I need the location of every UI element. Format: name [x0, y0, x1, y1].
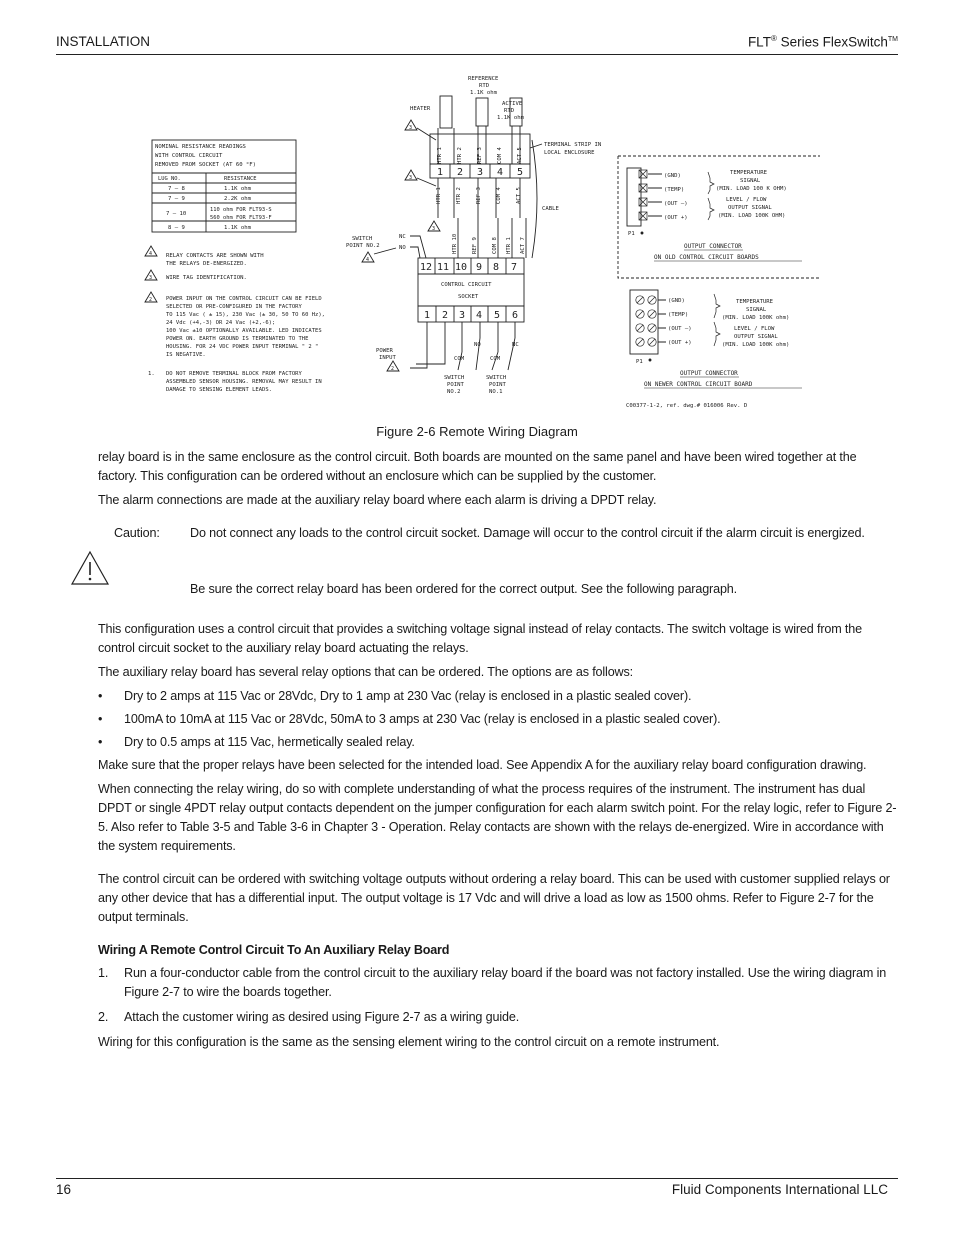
table-lug-4: 8 – 9 — [168, 225, 185, 231]
reference-rtd-label-1: REFERENCE — [468, 76, 499, 82]
note-1-line-2: ASSEMBLED SENSOR HOUSING. REMOVAL MAY RESULT IN — [166, 379, 322, 385]
paragraph-alarm-connections: The alarm connections are made at the auxiliary relay board where each alarm is driving a DPDT relay. — [98, 493, 657, 507]
paragraph-switching-outputs: The control circuit can be ordered with switching voltage outputs without ordering a relay board. This can be used with customer supplied relays or any other device that has a differential input. The output voltage is 17 Vdc and will drive a load as low as 1500 ohms. Refer to Figure 2-7 for the output terminals. — [98, 872, 890, 924]
product-name: FLT — [747, 34, 771, 50]
new-temp-label-3: (MIN. LOAD 100K ohm) — [722, 315, 790, 321]
notes — [145, 246, 325, 393]
sensor-elements — [410, 76, 525, 164]
switch-point-2-label-1: SWITCH — [352, 236, 373, 242]
registered-mark: ® — [770, 34, 777, 43]
old-temp-label-3: (MIN. LOAD 100 K OHM) — [716, 186, 787, 192]
note-2-line-6: POWER ON. EARTH GROUND IS TERMINATED TO THE — [166, 336, 309, 342]
note-2-line-1: POWER INPUT ON THE CONTROL CIRCUIT CAN BE FIELD — [166, 296, 322, 302]
footer-rule — [56, 1178, 898, 1179]
new-output-connector — [626, 290, 802, 409]
note-2-line-8: IS NEGATIVE. — [166, 352, 206, 358]
table-title-1: NOMINAL RESISTANCE READINGS — [155, 144, 246, 150]
caution-text-1: Do not connect any loads to the control circuit socket. Damage will occur to the control circuit if the alarm circuit is energized. — [190, 526, 865, 540]
bullet-mark: • — [98, 735, 103, 749]
new-p1-label: P1 — [636, 359, 643, 365]
active-rtd-label-1: ACTIVE — [502, 101, 523, 107]
paragraph-relay-wiring: When connecting the relay wiring, do so with complete understanding of what the process requires of the instrument. The instrument has dual DPDT or single 4PDT relay output contacts dependent on the jumper configuration for each alarm switch point. For the relay logic, refer to Figure 2-5. Also refer to Table 3-5 and Table 3-6 in Chapter 3 - Operation. Relay contacts are shown with the relays de-energized. Wire in accordance with the system requirements. — [98, 782, 897, 853]
terminal-strip-label-1: TERMINAL STRIP IN — [544, 142, 602, 148]
mid-wire-4: COM 4 — [496, 187, 502, 204]
socket-pin-5: 5 — [494, 310, 501, 321]
note-2-mark: 2 — [149, 297, 153, 303]
note-2-line-7: HOUSING. FOR 24 VDC POWER INPUT TERMINAL " 2 " — [166, 344, 319, 350]
old-flow-label-3: (MIN. LOAD 100K OHM) — [718, 213, 786, 219]
note-4-mark: 4 — [149, 251, 153, 257]
table-title-3: REMOVED FROM SOCKET (AT 60 °F) — [155, 162, 257, 168]
socket-pin-7: 7 — [511, 262, 518, 273]
paragraph-relay-board: relay board is in the same enclosure as the control circuit. Both boards are mounted on the same panel and have been wired together at the factory. This configuration can be ordered without an enclosure which can be supplied by the customer. — [98, 450, 857, 483]
new-connector-title-1: OUTPUT CONNECTOR — [680, 370, 738, 377]
cable-label: CABLE — [542, 206, 559, 212]
table-lug-3: 7 – 10 — [166, 211, 187, 217]
figure-caption: Figure 2-6 Remote Wiring Diagram — [376, 424, 578, 439]
terminal-strip-label-2: LOCAL ENCLOSURE — [544, 150, 595, 156]
table-head-resistance: RESISTANCE — [224, 176, 257, 182]
note-2-line-2: SELECTED OR PRE-CONFIGURED IN THE FACTORY — [166, 304, 302, 310]
heater-label: HEATER — [410, 106, 431, 112]
socket-pin-10: 10 — [455, 262, 468, 273]
note-1-mark: 1. — [148, 371, 155, 377]
note-2-line-4: 24 Vdc (+4,-3) OR 24 Vac (+2,-6); — [166, 320, 276, 326]
new-pin-out-plus: (OUT +) — [668, 340, 692, 346]
new-temp-label-1: TEMPERATURE — [736, 299, 774, 305]
no-label-top: NO — [399, 245, 406, 251]
low-wire-5: ACT 7 — [520, 237, 526, 254]
terminal-1: 1 — [437, 167, 444, 178]
switch-point-2-label-2: POINT NO.2 — [346, 243, 380, 249]
mid-wire-1: HTR 1 — [436, 187, 442, 204]
old-connector-title-2: ON OLD CONTROL CIRCUIT BOARDS — [654, 254, 759, 261]
switch-point-2-bottom-2: POINT — [447, 382, 464, 388]
body-text — [98, 448, 898, 1057]
active-rtd-label-3: 1.1K ohm — [497, 115, 524, 121]
table-res-3a: 110 ohm FOR FLT93-S — [210, 207, 272, 213]
section-heading: Wiring A Remote Control Circuit To An Auxiliary Relay Board — [98, 943, 450, 957]
terminal-5: 5 — [517, 167, 524, 178]
mid-wire-5: ACT 5 — [516, 187, 522, 204]
low-wire-1: HTR 10 — [452, 233, 458, 254]
note-2-line-3: TO 115 Vac ( ± 15), 230 Vac (± 30, 50 TO 60 Hz), — [166, 312, 325, 318]
top-wire-3: REF 3 — [477, 147, 483, 164]
table-res-2: 2.2K ohm — [224, 196, 251, 202]
top-wire-2: HTR 2 — [457, 147, 463, 164]
step-number: 1. — [98, 966, 109, 980]
table-head-lug: LUG NO. — [158, 176, 181, 182]
table-res-1: 1.1K ohm — [224, 186, 251, 192]
tag-mark-3: 3 — [432, 226, 436, 232]
bullet-text: 100mA to 10mA at 115 Vac or 28Vdc, 50mA to 3 amps at 230 Vac (relay is enclosed in a plastic sealed cover). — [124, 712, 721, 726]
list-item — [98, 733, 898, 752]
terminal-2: 2 — [457, 167, 464, 178]
switch-point-2-bottom-1: SWITCH — [444, 375, 465, 381]
table-res-3b: 560 ohm FOR FLT93-F — [210, 215, 272, 221]
resistance-table — [152, 140, 296, 232]
bullet-text: Dry to 0.5 amps at 115 Vac, hermetically sealed relay. — [124, 735, 415, 749]
old-pin-out-plus: (OUT +) — [664, 215, 688, 221]
company-name: Fluid Components International LLC — [671, 1182, 888, 1197]
list-item — [98, 710, 898, 729]
list-item — [98, 687, 898, 706]
old-flow-label-1: LEVEL / FLOW — [726, 197, 767, 203]
new-temp-label-2: SIGNAL — [746, 307, 767, 313]
page-number: 16 — [56, 1182, 72, 1197]
com-label-1: COM — [454, 356, 465, 362]
note-1-line-3: DAMAGE TO SENSING ELEMENT LEADS. — [166, 387, 272, 393]
paragraph-relay-options: The auxiliary relay board has several relay options that can be ordered. The options are as follows: — [98, 665, 633, 679]
caution-block — [98, 524, 898, 606]
nc-label-top: NC — [399, 234, 406, 240]
old-pin-temp: (TEMP) — [664, 187, 685, 193]
terminal-4: 4 — [497, 167, 504, 178]
switch-point-1-bottom-1: SWITCH — [486, 375, 507, 381]
tag-mark-1: 3 — [409, 125, 413, 131]
drawing-reference: C00377-1-2, ref. dwg.# 016006 Rev. D — [626, 403, 748, 409]
active-rtd-label-2: RTD — [504, 108, 515, 114]
socket-pin-12: 12 — [420, 262, 433, 273]
table-lug-1: 7 – 8 — [168, 186, 185, 192]
note-4-line-2: THE RELAYS DE-ENERGIZED. — [166, 261, 247, 267]
caution-text-2: Be sure the correct relay board has been ordered for the correct output. See the following paragraph. — [190, 582, 738, 596]
product-series: Series FlexSwitch — [776, 34, 888, 50]
new-flow-label-2: OUTPUT SIGNAL — [734, 334, 778, 340]
note-2-ref: 2 — [391, 366, 395, 372]
remote-wiring-diagram — [140, 68, 820, 418]
top-wire-1: HTR 1 — [437, 147, 443, 164]
paragraph-switch-voltage: This configuration uses a control circuit that provides a switching voltage signal instead of relay contacts. The switch voltage is wired from the control circuit socket to the auxiliary relay board actuating the relays. — [98, 622, 862, 655]
com-label-2: COM — [490, 356, 501, 362]
note-2-line-5: 100 Vac ±10 OPTIONALLY AVAILABLE. LED INDICATES — [166, 328, 322, 334]
socket-pin-1: 1 — [424, 310, 431, 321]
note-4-ref: 4 — [366, 257, 370, 263]
socket-pin-6: 6 — [512, 310, 519, 321]
paragraph-proper-relays: Make sure that the proper relays have been selected for the intended load. See Appendix A for the auxiliary relay board configuration drawing. — [98, 758, 867, 772]
socket-label-2: SOCKET — [458, 294, 479, 300]
table-res-4: 1.1K ohm — [224, 225, 251, 231]
new-pin-temp: (TEMP) — [668, 312, 689, 318]
header-rule — [56, 54, 898, 55]
low-wire-3: COM 8 — [492, 237, 498, 254]
terminal-3: 3 — [477, 167, 484, 178]
mid-wire-3: REF 3 — [476, 187, 482, 204]
reference-rtd-label-2: RTD — [479, 83, 490, 89]
low-wire-4: HTR 1 — [506, 237, 512, 254]
list-item — [98, 1008, 898, 1027]
table-lug-2: 7 – 9 — [168, 196, 185, 202]
old-connector-title-1: OUTPUT CONNECTOR — [684, 243, 742, 250]
power-input-label-1: POWER — [376, 348, 393, 354]
step-number: 2. — [98, 1010, 109, 1024]
no-label-bottom: NO — [474, 342, 481, 348]
socket-pin-8: 8 — [493, 262, 500, 273]
socket-pin-4: 4 — [476, 310, 483, 321]
trademark-mark: TM — [887, 36, 898, 43]
switch-point-1-bottom-3: NO.1 — [489, 389, 503, 395]
mid-wire-2: HTR 2 — [456, 187, 462, 204]
socket-pin-11: 11 — [437, 262, 450, 273]
step-text: Attach the customer wiring as desired using Figure 2-7 as a wiring guide. — [124, 1010, 520, 1024]
socket-pin-3: 3 — [459, 310, 466, 321]
nc-label-bottom: NC — [512, 342, 519, 348]
caution-label: Caution: — [114, 526, 160, 540]
socket-pin-9: 9 — [476, 262, 483, 273]
step-text: Run a four-conductor cable from the control circuit to the auxiliary relay board if the board was not factory installed. Use the wiring diagram in Figure 2-7 to wire the boards together. — [124, 966, 887, 999]
socket-label-1: CONTROL CIRCUIT — [441, 282, 492, 288]
product-title — [748, 34, 898, 50]
old-flow-label-2: OUTPUT SIGNAL — [728, 205, 772, 211]
tag-mark-2: 3 — [409, 175, 413, 181]
old-p1-label: P1 — [628, 231, 635, 237]
new-flow-label-3: (MIN. LOAD 100K ohm) — [722, 342, 790, 348]
low-wire-2: REF 9 — [472, 237, 478, 254]
note-4-line-1: RELAY CONTACTS ARE SHOWN WITH — [166, 253, 264, 259]
list-item — [98, 964, 898, 1002]
section-title: INSTALLATION — [56, 34, 151, 49]
new-connector-title-2: ON NEWER CONTROL CIRCUIT BOARD — [644, 381, 753, 388]
warning-icon — [70, 550, 110, 586]
new-pin-gnd: (GND) — [668, 298, 685, 304]
top-wire-4: COM 4 — [497, 147, 503, 164]
top-wire-5: ACT 5 — [517, 147, 523, 164]
new-pin-out-minus: (OUT –) — [668, 326, 692, 332]
paragraph-remote-instrument: Wiring for this configuration is the same as the sensing element wiring to the control circuit on a remote instrument. — [98, 1035, 720, 1049]
switch-point-2-bottom-3: NO.2 — [447, 389, 461, 395]
table-title-2: WITH CONTROL CIRCUIT — [155, 153, 223, 159]
note-3-mark: 3 — [149, 275, 153, 281]
old-output-connector — [618, 156, 820, 278]
socket-pin-2: 2 — [442, 310, 449, 321]
new-flow-label-1: LEVEL / FLOW — [734, 326, 775, 332]
control-circuit-socket — [418, 258, 524, 322]
power-input-label-2: INPUT — [379, 355, 396, 361]
old-temp-label-2: SIGNAL — [740, 178, 761, 184]
old-temp-label-1: TEMPERATURE — [730, 170, 768, 176]
reference-rtd-label-3: 1.1K ohm — [470, 90, 497, 96]
bullet-text: Dry to 2 amps at 115 Vac or 28Vdc, Dry to 1 amp at 230 Vac (relay is enclosed in a plastic sealed cover). — [124, 689, 692, 703]
bullet-mark: • — [98, 712, 103, 726]
local-terminal-strip — [405, 120, 601, 178]
bullet-mark: • — [98, 689, 103, 703]
note-3-text: WIRE TAG IDENTIFICATION. — [166, 275, 247, 281]
socket-lower-wires — [376, 322, 519, 395]
switch-point-1-bottom-2: POINT — [489, 382, 506, 388]
note-1-line-1: DO NOT REMOVE TERMINAL BLOCK FROM FACTORY — [166, 371, 302, 377]
old-pin-gnd: (GND) — [664, 173, 681, 179]
old-pin-out-minus: (OUT –) — [664, 201, 688, 207]
